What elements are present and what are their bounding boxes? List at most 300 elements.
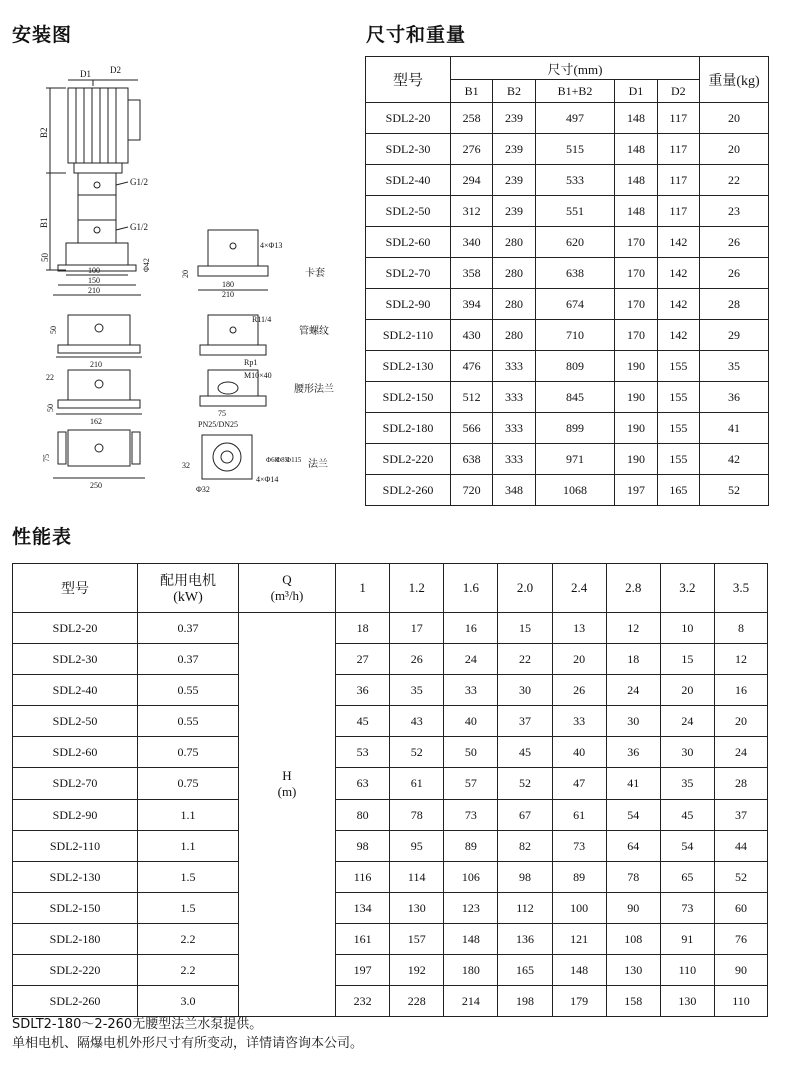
- head-cell: 24: [660, 706, 714, 737]
- h-label-cell: [239, 862, 336, 893]
- value-cell: 117: [657, 134, 699, 165]
- head-cell: 165: [498, 955, 552, 986]
- label-b1: B1: [39, 217, 49, 228]
- motor-cell: 1.5: [138, 862, 239, 893]
- v4-75: 75: [42, 454, 51, 462]
- value-cell: 280: [493, 258, 535, 289]
- h-label-cell: [239, 831, 336, 862]
- model-cell: SDL2-260: [13, 986, 138, 1017]
- dims-model-header: 型号: [366, 57, 451, 103]
- value-cell: 638: [535, 258, 615, 289]
- head-cell: 33: [552, 706, 606, 737]
- model-cell: SDL2-20: [366, 103, 451, 134]
- value-cell: 239: [493, 196, 535, 227]
- h-label-cell: [239, 644, 336, 675]
- motor-cell: 0.55: [138, 706, 239, 737]
- value-cell: 333: [493, 413, 535, 444]
- value-cell: 294: [451, 165, 493, 196]
- v2-thread: R11/4: [252, 315, 272, 324]
- q-title: Q: [282, 572, 292, 587]
- head-cell: 130: [660, 986, 714, 1017]
- model-cell: SDL2-30: [13, 644, 138, 675]
- value-cell: 533: [535, 165, 615, 196]
- head-cell: 73: [552, 831, 606, 862]
- table-row: [366, 103, 769, 134]
- head-cell: 112: [498, 893, 552, 924]
- port-upper: G1/2: [130, 177, 148, 187]
- head-cell: 26: [390, 644, 444, 675]
- head-cell: 61: [390, 768, 444, 800]
- label-b2: B2: [39, 127, 49, 138]
- flow-header: 2.4: [552, 564, 606, 613]
- table-row: [366, 475, 769, 506]
- value-cell: 52: [700, 475, 769, 506]
- head-cell: 148: [444, 924, 498, 955]
- model-cell: SDL2-60: [13, 737, 138, 768]
- motor-title: 配用电机: [160, 573, 216, 589]
- value-cell: 155: [657, 351, 699, 382]
- value-cell: 170: [615, 320, 657, 351]
- model-cell: SDL2-50: [13, 706, 138, 737]
- port-lower: G1/2: [130, 222, 148, 232]
- head-cell: 45: [498, 737, 552, 768]
- model-cell: SDL2-20: [13, 613, 138, 644]
- table-row: [366, 413, 769, 444]
- value-cell: 142: [657, 227, 699, 258]
- head-cell: 36: [336, 675, 390, 706]
- table-row: [13, 737, 768, 768]
- head-cell: 60: [714, 893, 767, 924]
- value-cell: 566: [451, 413, 493, 444]
- value-cell: 280: [493, 320, 535, 351]
- value-cell: 117: [657, 196, 699, 227]
- head-cell: 192: [390, 955, 444, 986]
- h-label-cell: [239, 613, 336, 644]
- motor-cell: 2.2: [138, 955, 239, 986]
- h-label-cell: [239, 955, 336, 986]
- value-cell: 142: [657, 258, 699, 289]
- label-d2: D2: [110, 65, 121, 75]
- head-cell: 44: [714, 831, 767, 862]
- head-cell: 26: [552, 675, 606, 706]
- value-cell: 155: [657, 413, 699, 444]
- model-cell: SDL2-220: [366, 444, 451, 475]
- head-cell: 18: [336, 613, 390, 644]
- dims-col-header: B1: [451, 80, 493, 103]
- motor-cell: 0.75: [138, 768, 239, 800]
- head-cell: 95: [390, 831, 444, 862]
- phi42: Φ42: [142, 258, 151, 272]
- value-cell: 358: [451, 258, 493, 289]
- h-label-cell: [239, 706, 336, 737]
- head-cell: 24: [444, 644, 498, 675]
- table-row: [13, 831, 768, 862]
- head-cell: 30: [660, 737, 714, 768]
- model-cell: SDL2-40: [13, 675, 138, 706]
- value-cell: 638: [451, 444, 493, 475]
- installation-drawing: [38, 60, 358, 500]
- head-cell: 78: [606, 862, 660, 893]
- value-cell: 333: [493, 444, 535, 475]
- head-cell: 36: [606, 737, 660, 768]
- head-cell: 50: [444, 737, 498, 768]
- head-cell: 20: [714, 706, 767, 737]
- label-thread: 管螺纹: [299, 326, 329, 337]
- head-cell: 8: [714, 613, 767, 644]
- value-cell: 312: [451, 196, 493, 227]
- table-row: [366, 444, 769, 475]
- head-cell: 76: [714, 924, 767, 955]
- value-cell: 190: [615, 382, 657, 413]
- table-row: [13, 675, 768, 706]
- perf-model-header: 型号: [13, 564, 138, 613]
- head-cell: 27: [336, 644, 390, 675]
- value-cell: 280: [493, 227, 535, 258]
- model-cell: SDL2-150: [13, 893, 138, 924]
- head-cell: 82: [498, 831, 552, 862]
- head-cell: 52: [390, 737, 444, 768]
- head-cell: 110: [714, 986, 767, 1017]
- value-cell: 148: [615, 134, 657, 165]
- model-cell: SDL2-260: [366, 475, 451, 506]
- table-row: [366, 196, 769, 227]
- value-cell: 20: [700, 134, 769, 165]
- head-cell: 89: [444, 831, 498, 862]
- head-cell: 40: [552, 737, 606, 768]
- v3b-50: 50: [46, 404, 55, 412]
- table-row: [366, 289, 769, 320]
- head-cell: 30: [606, 706, 660, 737]
- value-cell: 26: [700, 227, 769, 258]
- table-row: [366, 227, 769, 258]
- head-cell: 35: [660, 768, 714, 800]
- label-waist-flange: 腰形法兰: [294, 384, 334, 395]
- flow-header: 2.8: [606, 564, 660, 613]
- h-title: H: [282, 767, 292, 783]
- motor-cell: 0.37: [138, 644, 239, 675]
- table-row: [13, 924, 768, 955]
- motor-cell: 0.75: [138, 737, 239, 768]
- v2-50: 50: [49, 326, 58, 334]
- head-cell: 18: [606, 644, 660, 675]
- model-cell: SDL2-30: [366, 134, 451, 165]
- motor-cell: 1.1: [138, 831, 239, 862]
- value-cell: 190: [615, 413, 657, 444]
- h-label-cell: [239, 986, 336, 1017]
- dims-col-header: B1+B2: [535, 80, 615, 103]
- model-cell: SDL2-130: [366, 351, 451, 382]
- head-cell: 57: [444, 768, 498, 800]
- model-cell: SDL2-110: [13, 831, 138, 862]
- value-cell: 512: [451, 382, 493, 413]
- head-cell: 158: [606, 986, 660, 1017]
- head-cell: 123: [444, 893, 498, 924]
- head-cell: 179: [552, 986, 606, 1017]
- head-cell: 67: [498, 800, 552, 831]
- head-cell: 116: [336, 862, 390, 893]
- note-1: SDLT2-180～2-260无腰型法兰水泵提供。: [12, 1017, 263, 1032]
- dims-heading: 尺寸和重量: [366, 24, 467, 46]
- table-row: [366, 320, 769, 351]
- model-cell: SDL2-180: [366, 413, 451, 444]
- value-cell: 276: [451, 134, 493, 165]
- value-cell: 20: [700, 103, 769, 134]
- h-label-cell: [239, 675, 336, 706]
- value-cell: 117: [657, 165, 699, 196]
- install-heading: 安装图: [12, 24, 73, 46]
- value-cell: 190: [615, 444, 657, 475]
- head-cell: 98: [498, 862, 552, 893]
- perf-table: [12, 563, 768, 1017]
- head-cell: 157: [390, 924, 444, 955]
- model-cell: SDL2-70: [366, 258, 451, 289]
- v4-d1: Φ68: [266, 456, 279, 464]
- v4-d3: Φ115: [286, 456, 302, 464]
- dims-table: [365, 56, 769, 506]
- model-cell: SDL2-40: [366, 165, 451, 196]
- head-cell: 161: [336, 924, 390, 955]
- head-cell: 90: [714, 955, 767, 986]
- value-cell: 148: [615, 196, 657, 227]
- head-cell: 16: [714, 675, 767, 706]
- motor-cell: 1.1: [138, 800, 239, 831]
- value-cell: 22: [700, 165, 769, 196]
- head-cell: 13: [552, 613, 606, 644]
- table-row: [366, 165, 769, 196]
- model-cell: SDL2-110: [366, 320, 451, 351]
- head-cell: 80: [336, 800, 390, 831]
- base-150: 150: [88, 276, 100, 285]
- model-cell: SDL2-220: [13, 955, 138, 986]
- head-cell: 108: [606, 924, 660, 955]
- label-50: 50: [40, 253, 50, 262]
- perf-heading: 性能表: [12, 526, 73, 548]
- head-cell: 37: [498, 706, 552, 737]
- value-cell: 394: [451, 289, 493, 320]
- v3b-22: 22: [46, 373, 54, 382]
- head-cell: 63: [336, 768, 390, 800]
- model-cell: SDL2-90: [366, 289, 451, 320]
- head-cell: 130: [606, 955, 660, 986]
- perf-motor-header: [138, 564, 239, 613]
- head-cell: 12: [714, 644, 767, 675]
- value-cell: 348: [493, 475, 535, 506]
- model-cell: SDL2-70: [13, 768, 138, 800]
- value-cell: 190: [615, 351, 657, 382]
- value-cell: 845: [535, 382, 615, 413]
- head-cell: 134: [336, 893, 390, 924]
- head-cell: 61: [552, 800, 606, 831]
- v4-hole: 4×Φ14: [256, 475, 279, 484]
- head-cell: 43: [390, 706, 444, 737]
- motor-cell: 2.2: [138, 924, 239, 955]
- flow-header: 3.5: [714, 564, 767, 613]
- head-cell: 65: [660, 862, 714, 893]
- value-cell: 258: [451, 103, 493, 134]
- h-unit: (m): [277, 783, 297, 799]
- head-cell: 15: [660, 644, 714, 675]
- flow-header: 2.0: [498, 564, 552, 613]
- perf-q-header: [239, 564, 336, 613]
- table-row: [13, 706, 768, 737]
- value-cell: 239: [493, 165, 535, 196]
- head-cell: 33: [444, 675, 498, 706]
- head-cell: 52: [498, 768, 552, 800]
- head-cell: 180: [444, 955, 498, 986]
- value-cell: 239: [493, 134, 535, 165]
- model-cell: SDL2-60: [366, 227, 451, 258]
- value-cell: 165: [657, 475, 699, 506]
- model-cell: SDL2-150: [366, 382, 451, 413]
- table-row: [13, 768, 768, 800]
- head-cell: 232: [336, 986, 390, 1017]
- head-cell: 114: [390, 862, 444, 893]
- value-cell: 1068: [535, 475, 615, 506]
- head-cell: 47: [552, 768, 606, 800]
- head-cell: 22: [498, 644, 552, 675]
- label-d1: D1: [80, 69, 91, 79]
- notes: [12, 1015, 363, 1053]
- head-cell: 37: [714, 800, 767, 831]
- table-row: [366, 351, 769, 382]
- value-cell: 280: [493, 289, 535, 320]
- dims-col-header: D2: [657, 80, 699, 103]
- note-2: 单相电机、隔爆电机外形尺寸有所变动，详情请咨询本公司。: [12, 1036, 364, 1051]
- model-cell: SDL2-90: [13, 800, 138, 831]
- model-cell: SDL2-50: [366, 196, 451, 227]
- value-cell: 333: [493, 351, 535, 382]
- model-cell: SDL2-130: [13, 862, 138, 893]
- q-unit: (m³/h): [270, 588, 304, 603]
- v1-hole: 4×Φ13: [260, 241, 283, 250]
- base-210: 210: [88, 286, 100, 295]
- flow-header: 1.2: [390, 564, 444, 613]
- h-label-cell: [239, 924, 336, 955]
- v3-rp: Rp1: [244, 358, 258, 367]
- motor: [68, 88, 128, 163]
- head-cell: 136: [498, 924, 552, 955]
- v1-180: 180: [222, 280, 234, 289]
- value-cell: 333: [493, 382, 535, 413]
- v4-d2: Φ85: [276, 456, 289, 464]
- head-cell: 198: [498, 986, 552, 1017]
- head-cell: 45: [336, 706, 390, 737]
- table-row: [13, 955, 768, 986]
- value-cell: 197: [615, 475, 657, 506]
- head-cell: 214: [444, 986, 498, 1017]
- value-cell: 170: [615, 289, 657, 320]
- value-cell: 551: [535, 196, 615, 227]
- value-cell: 170: [615, 227, 657, 258]
- value-cell: 720: [451, 475, 493, 506]
- head-cell: 16: [444, 613, 498, 644]
- head-cell: 54: [660, 831, 714, 862]
- value-cell: 239: [493, 103, 535, 134]
- value-cell: 515: [535, 134, 615, 165]
- h-label-cell: [239, 768, 336, 800]
- value-cell: 28: [700, 289, 769, 320]
- motor-cell: 1.5: [138, 893, 239, 924]
- head-cell: 130: [390, 893, 444, 924]
- table-row: [13, 986, 768, 1017]
- head-cell: 17: [390, 613, 444, 644]
- motor-cell: 0.55: [138, 675, 239, 706]
- label-kataos: 卡套: [305, 268, 325, 279]
- v1-210: 210: [222, 290, 234, 299]
- head-cell: 91: [660, 924, 714, 955]
- head-cell: 78: [390, 800, 444, 831]
- value-cell: 899: [535, 413, 615, 444]
- value-cell: 155: [657, 382, 699, 413]
- value-cell: 340: [451, 227, 493, 258]
- value-cell: 809: [535, 351, 615, 382]
- head-cell: 106: [444, 862, 498, 893]
- head-cell: 20: [660, 675, 714, 706]
- dims-col-header: D1: [615, 80, 657, 103]
- table-row: [13, 613, 768, 644]
- model-cell: SDL2-180: [13, 924, 138, 955]
- value-cell: 26: [700, 258, 769, 289]
- head-cell: 90: [606, 893, 660, 924]
- v3-bolt: M10×40: [244, 371, 272, 380]
- head-cell: 54: [606, 800, 660, 831]
- value-cell: 971: [535, 444, 615, 475]
- value-cell: 155: [657, 444, 699, 475]
- flow-header: 1.6: [444, 564, 498, 613]
- head-cell: 10: [660, 613, 714, 644]
- value-cell: 148: [615, 165, 657, 196]
- value-cell: 41: [700, 413, 769, 444]
- table-row: [366, 258, 769, 289]
- value-cell: 170: [615, 258, 657, 289]
- table-row: [13, 644, 768, 675]
- v2-210: 210: [90, 360, 102, 369]
- head-cell: 73: [660, 893, 714, 924]
- value-cell: 142: [657, 289, 699, 320]
- value-cell: 674: [535, 289, 615, 320]
- table-row: [13, 862, 768, 893]
- dims-weight-header: 重量(kg): [700, 57, 769, 103]
- head-cell: 98: [336, 831, 390, 862]
- flow-header: 1: [336, 564, 390, 613]
- head-cell: 53: [336, 737, 390, 768]
- head-cell: 121: [552, 924, 606, 955]
- table-row: [366, 382, 769, 413]
- head-cell: 41: [606, 768, 660, 800]
- value-cell: 620: [535, 227, 615, 258]
- head-cell: 110: [660, 955, 714, 986]
- head-cell: 148: [552, 955, 606, 986]
- h-label-cell: [239, 737, 336, 768]
- head-cell: 89: [552, 862, 606, 893]
- value-cell: 476: [451, 351, 493, 382]
- value-cell: 148: [615, 103, 657, 134]
- value-cell: 23: [700, 196, 769, 227]
- dims-group-header: 尺寸(mm): [451, 57, 700, 80]
- v4-250: 250: [90, 481, 102, 490]
- head-cell: 30: [498, 675, 552, 706]
- h-label-cell: [239, 893, 336, 924]
- head-cell: 35: [390, 675, 444, 706]
- table-row: [13, 893, 768, 924]
- head-cell: 228: [390, 986, 444, 1017]
- head-cell: 28: [714, 768, 767, 800]
- value-cell: 29: [700, 320, 769, 351]
- motor-unit: (kW): [173, 590, 203, 605]
- base-100: 100: [88, 266, 100, 275]
- value-cell: 430: [451, 320, 493, 351]
- motor-cell: 3.0: [138, 986, 239, 1017]
